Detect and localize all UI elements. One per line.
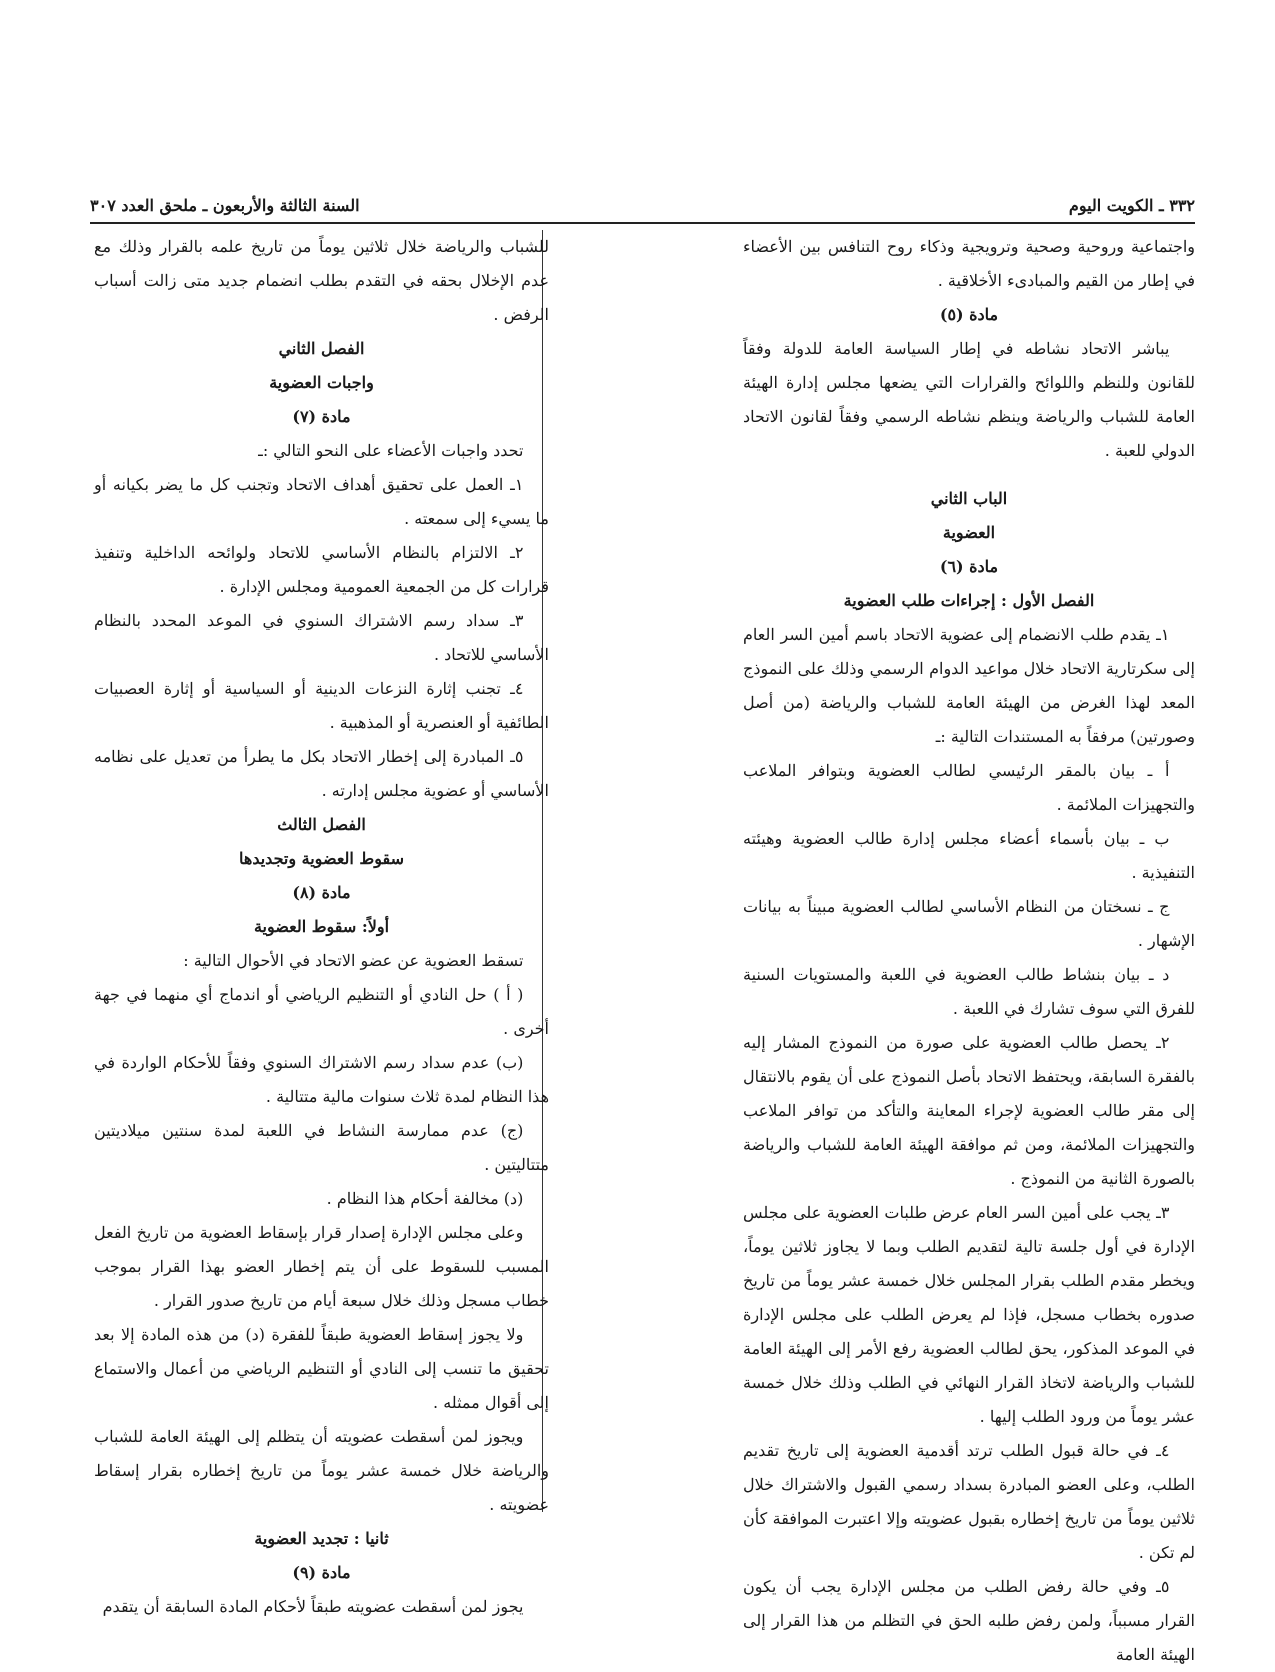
section-subtitle: سقوط العضوية وتجديدها bbox=[239, 849, 404, 868]
section-heading: الفصل الأول : إجراءات طلب العضوية bbox=[843, 591, 1095, 610]
list-item: (ب) عدم سداد رسم الاشتراك السنوي وفقاً للأحكام الواردة في هذا النظام لمدة ثلاث سنوات مالية متتالية . bbox=[94, 1053, 549, 1106]
article-heading: مادة (٩) bbox=[292, 1563, 351, 1582]
document-page bbox=[90, 190, 1195, 1664]
list-item: ٢ـ يحصل طالب العضوية على صورة من النموذج المشار إليه بالفقرة السابقة، ويحتفظ الاتحاد بأصل النموذج على أن يقوم بالانتقال إلى مقر طالب العضوية لإجراء المعاينة والتأكد من توافر الملاعب والتجهيزات الملائمة، ومن ثم موافقة الهيئة العامة للشباب والرياضة بالصورة الثانية من النموذج . bbox=[743, 1033, 1195, 1188]
right-column bbox=[743, 230, 1195, 1672]
paragraph: ويجوز لمن أسقطت عضويته أن يتظلم إلى الهيئة العامة للشباب والرياضة خلال خمسة عشر يوماً من تاريخ إخطاره بقرار إسقاط عضويته . bbox=[94, 1427, 549, 1514]
page-header bbox=[90, 190, 1195, 224]
list-item: ٢ـ الالتزام بالنظام الأساسي للاتحاد ولوائحه الداخلية وتنفيذ قرارات كل من الجمعية العمومية ومجلس الإدارة . bbox=[94, 543, 549, 596]
list-item: أ ـ بيان بالمقر الرئيسي لطالب العضوية وبتوافر الملاعب والتجهيزات الملائمة . bbox=[743, 761, 1195, 814]
article-heading: مادة (٨) bbox=[292, 883, 351, 902]
chapter-subtitle: العضوية bbox=[942, 523, 996, 542]
list-item: ٤ـ تجنب إثارة النزعات الدينية أو السياسية أو إثارة العصبيات الطائفية أو العنصرية أو المذهبية . bbox=[94, 679, 549, 732]
subsection-heading: ثانيا : تجديد العضوية bbox=[254, 1529, 389, 1548]
paragraph: يجوز لمن أسقطت عضويته طبقاً لأحكام المادة السابقة أن يتقدم bbox=[102, 1597, 524, 1616]
subsection-heading: أولاً: سقوط العضوية bbox=[253, 917, 390, 936]
list-item: ٥ـ وفي حالة رفض الطلب من مجلس الإدارة يجب أن يكون القرار مسبباً، ولمن رفض طلبه الحق في التظلم من هذا القرار إلى الهيئة العامة bbox=[743, 1577, 1195, 1664]
list-item: ٤ـ في حالة قبول الطلب ترتد أقدمية العضوية إلى تاريخ تقديم الطلب، وعلى العضو المبادرة بسداد رسمي القبول والاشتراك خلال ثلاثين يوماً من تاريخ إخطاره بقبول عضويته وإلا اعتبرت الموافقة كأن لم تكن . bbox=[743, 1441, 1195, 1562]
article-heading: مادة (٥) bbox=[939, 305, 999, 324]
article-heading: مادة (٧) bbox=[292, 407, 351, 426]
header-year-supplement: السنة الثالثة والأربعون ـ ملحق العدد ٣٠٧ bbox=[90, 196, 360, 215]
section-subtitle: واجبات العضوية bbox=[269, 373, 374, 392]
list-item: ( أ ) حل النادي أو التنظيم الرياضي أو اندماج أي منهما في جهة أخرى . bbox=[94, 985, 549, 1038]
paragraph: ولا يجوز إسقاط العضوية طبقاً للفقرة (د) من هذه المادة إلا بعد تحقيق ما تنسب إلى النادي أو التنظيم الرياضي من أعمال والاستماع إلى أقوال ممثله . bbox=[94, 1325, 549, 1412]
paragraph: وعلى مجلس الإدارة إصدار قرار بإسقاط العضوية من تاريخ الفعل المسبب للسقوط على أن يتم إخطار العضو بهذا القرار بموجب خطاب مسجل وذلك خلال سبعة أيام من تاريخ صدور القرار . bbox=[94, 1223, 549, 1310]
list-item: ٣ـ سداد رسم الاشتراك السنوي في الموعد المحدد بالنظام الأساسي للاتحاد . bbox=[94, 611, 549, 664]
header-issue-page: ٣٣٢ ـ الكويت اليوم bbox=[1068, 196, 1195, 215]
paragraph: يباشر الاتحاد نشاطه في إطار السياسة العامة للدولة وفقاً للقانون وللنظم واللوائح والقرارات التي يضعها مجلس إدارة الهيئة العامة للشباب والرياضة وينظم نشاطه الرسمي وفقاً لقانون الاتحاد الدولي للعبة . bbox=[743, 339, 1195, 460]
list-item: ٥ـ المبادرة إلى إخطار الاتحاد بكل ما يطرأ من تعديل على نظامه الأساسي أو عضوية مجلس إدارته . bbox=[94, 747, 549, 800]
paragraph: تسقط العضوية عن عضو الاتحاد في الأحوال التالية : bbox=[183, 951, 524, 970]
list-item: ١ـ العمل على تحقيق أهداف الاتحاد وتجنب كل ما يضر بكيانه أو ما يسيء إلى سمعته . bbox=[94, 475, 549, 528]
list-item: (ج) عدم ممارسة النشاط في اللعبة لمدة سنتين ميلاديتين متتاليتين . bbox=[94, 1121, 549, 1174]
paragraph: للشباب والرياضة خلال ثلاثين يوماً من تاريخ علمه بالقرار وذلك مع عدم الإخلال بحقه في التقدم بطلب انضمام جديد متى زالت أسباب الرفض . bbox=[94, 237, 549, 324]
article-heading: مادة (٦) bbox=[939, 557, 999, 576]
chapter-heading: الباب الثاني bbox=[930, 489, 1008, 508]
left-column bbox=[94, 230, 549, 1624]
section-heading: الفصل الثالث bbox=[277, 815, 366, 834]
section-heading: الفصل الثاني bbox=[278, 339, 365, 358]
list-item: (د) مخالفة أحكام هذا النظام . bbox=[326, 1189, 524, 1208]
list-item: ج ـ نسختان من النظام الأساسي لطالب العضوية مبيناً به بيانات الإشهار . bbox=[743, 897, 1195, 950]
paragraph: واجتماعية وروحية وصحية وترويجية وذكاء روح التنافس بين الأعضاء في إطار من القيم والمبادىء الأخلاقية . bbox=[743, 237, 1195, 290]
list-item: د ـ بيان بنشاط طالب العضوية في اللعبة والمستويات السنية للفرق التي سوف تشارك في اللعبة . bbox=[743, 965, 1195, 1018]
list-item: ب ـ بيان بأسماء أعضاء مجلس إدارة طالب العضوية وهيئته التنفيذية . bbox=[743, 829, 1195, 882]
list-item: ٣ـ يجب على أمين السر العام عرض طلبات العضوية على مجلس الإدارة في أول جلسة تالية لتقديم الطلب وبما لا يجاوز ثلاثين يوماً، ويخطر مقدم الطلب بقرار المجلس خلال خمسة عشر يوماً من تاريخ صدوره بخطاب مسجل، فإذا لم يعرض الطلب على مجلس الإدارة في الموعد المذكور، يحق لطالب العضوية رفع الأمر إلى الهيئة العامة للشباب والرياضة لاتخاذ القرار النهائي في الطلب وذلك خلال خمسة عشر يوماً من ورود الطلب إليها . bbox=[743, 1203, 1195, 1426]
list-item: ١ـ يقدم طلب الانضمام إلى عضوية الاتحاد باسم أمين السر العام إلى سكرتارية الاتحاد خلال مواعيد الدوام الرسمي وذلك على النموذج المعد لهذا الغرض من الهيئة العامة للشباب والرياضة (من أصل وصورتين) مرفقاً به المستندات التالية :ـ bbox=[743, 625, 1195, 746]
paragraph: تحدد واجبات الأعضاء على النحو التالي :ـ bbox=[258, 441, 524, 460]
